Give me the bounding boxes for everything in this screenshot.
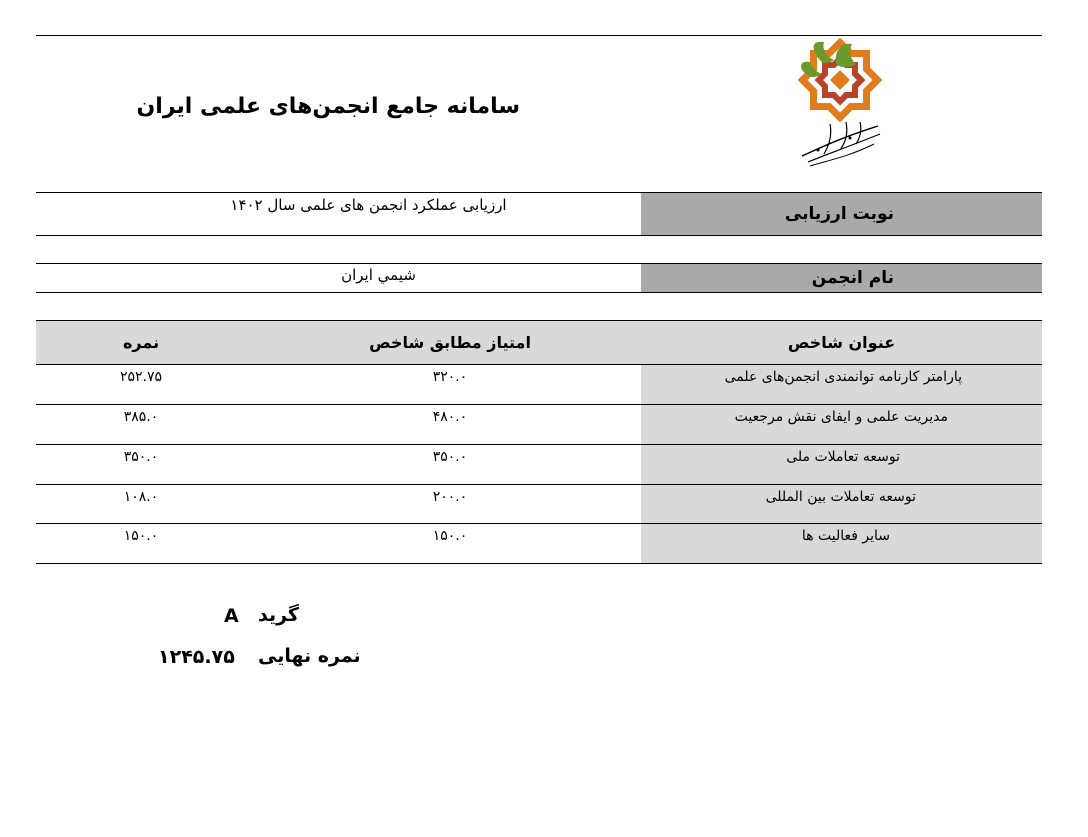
row-max-score: ۱۵۰.۰ [432, 528, 468, 544]
column-header-score: نمره [122, 333, 160, 352]
page-title: سامانه جامع انجمن‌های علمی ایران [136, 94, 520, 119]
evaluation-round-label: نوبت ارزیابی [641, 193, 1042, 235]
row-indicator: پارامتر کارنامه توانمندی انجمن‌های علمی [724, 369, 962, 385]
row-indicator: توسعه تعاملات ملی [786, 449, 900, 465]
row-indicator: سایر فعالیت ها [801, 528, 890, 544]
logo-emblem-icon [790, 38, 890, 178]
row-max-score: ۳۵۰.۰ [432, 449, 468, 465]
evaluation-round-value: ارزیابی عملکرد انجمن های علمی سال ۱۴۰۲ [230, 196, 507, 214]
row-max-score: ۲۰۰.۰ [432, 489, 468, 505]
grade-label: گرید [258, 604, 299, 626]
column-header-max-score: امتیاز مطابق شاخص [369, 333, 531, 352]
table-bottom-rule [36, 563, 1042, 564]
row-score: ۳۸۵.۰ [123, 409, 159, 425]
row-score: ۳۵۰.۰ [123, 449, 159, 465]
divider [36, 292, 1042, 293]
row-score: ۱۰۸.۰ [123, 489, 159, 505]
column-header-indicator: عنوان شاخص [787, 333, 896, 352]
final-score-label: نمره نهایی [258, 645, 361, 667]
row-indicator: مدیریت علمی و ایفای نقش مرجعیت [734, 409, 948, 425]
row-score: ۱۵۰.۰ [123, 528, 159, 544]
row-score: ۲۵۲.۷۵ [119, 369, 163, 385]
final-score-value: ۱۲۴۵.۷۵ [158, 646, 235, 668]
divider [36, 235, 1042, 236]
row-max-score: ۳۲۰.۰ [432, 369, 468, 385]
society-name-value: شيمي ايران [341, 266, 416, 284]
top-rule [36, 35, 1042, 36]
row-max-score: ۴۸۰.۰ [432, 409, 468, 425]
grade-value: A [224, 605, 239, 627]
row-indicator: توسعه تعاملات بین المللی [765, 489, 916, 505]
society-name-label: نام انجمن [641, 264, 1042, 292]
logo [790, 38, 890, 178]
